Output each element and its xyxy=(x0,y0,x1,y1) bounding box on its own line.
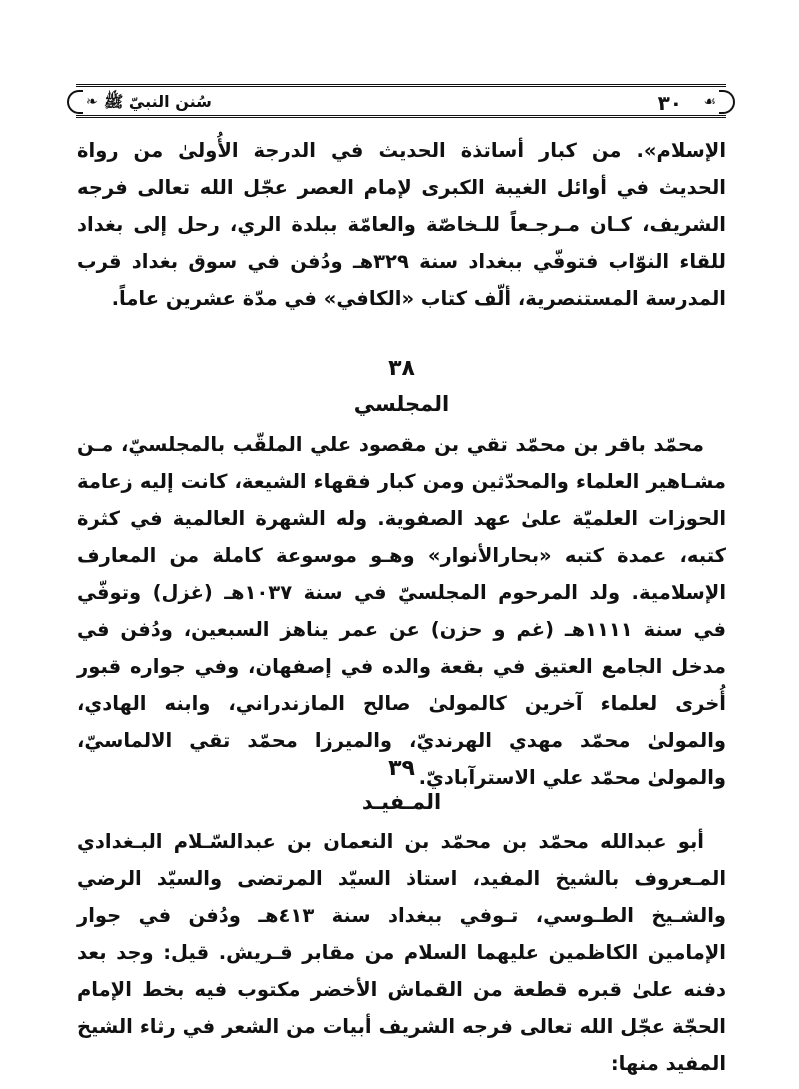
running-header xyxy=(76,84,726,118)
entry-name: المجلسي xyxy=(353,392,450,416)
header-left-cap xyxy=(67,90,83,114)
header-ornament-icon: ☙ xyxy=(703,94,716,110)
entry-number: ٣٨ xyxy=(388,356,415,381)
header-right-cap xyxy=(719,90,735,114)
entry-paragraph: أبو عبدالله محمّد بن محمّد بن النعمان بن عبدالسّـلام البـغدادي المـعروف بالشيخ المفيد، استاذ السيّد المرتضى والسيّد الرضي والشـيخ الطـوسي، تـوفي ببغداد سنة ٤١٣هـ ودُفن في جوار الإمامين الكاظمين عليهما السلام من مقابر قـريش. قيل: وجد بعد دفنه علىٰ قبره قطعة من القماش الأخضر مكتوب فيه بخط الإمام الحجّة عجّل الله تعالى فرجه الشريف أبيات من الشعر في رثاء الشيخ المفيد منها: xyxy=(77,830,726,1075)
intro-paragraph: الإسلام». من كبار أساتذة الحديث في الدرجة الأُولىٰ من رواة الحديث في أوائل الغيبة الكبرى لإمام العصر عجّل الله تعالى فرجه الشريف، كـان مـرجـعاً للـخاصّة والعامّة ببلدة الري، رحل إلى بغداد للقاء النوّاب فتوفّي ببغداد سنة ٣٢٩هـ ودُفن في سوق بغداد قرب المدرسة المستنصرية، ألّف كتاب «الكافي» في مدّة عشرين عاماً. xyxy=(77,139,726,310)
header-ornament-icon: ❧ xyxy=(86,94,98,110)
page-number: ٣٠ xyxy=(657,91,682,115)
running-title: سُنن النبيّ ﷺ xyxy=(104,92,212,111)
entry-name: المـفيـد xyxy=(361,790,442,814)
entry-paragraph: محمّد باقر بن محمّد تقي بن مقصود علي الملقّب بالمجلسيّ، مـن مشـاهير العلماء والمحدّثين ومن كبار فقهاء الشيعة، كانت إليه زعامة الحوزات العلميّة علىٰ عهد الصفوية. وله الشهرة العالمية في كثرة كتبه، عمدة كتبه «بحارالأنوار» وهـو موسوعة كاملة من المعارف الإسلامية. ولد المرحوم المجلسيّ في سنة ١٠٣٧هـ (غزل) وتوفّي في سنة ١١١١هـ (غم و حزن) عن عمر يناهز السبعين، ودُفن في مدخل الجامع العتيق في بقعة والده في إصفهان، وفي جواره قبور أُخرى لعلماء آخرين كالمولىٰ صالح المازندراني، وابنه الهادي، والمولىٰ محمّد مهدي الهرنديّ، والميرزا محمّد تقي الالماسيّ، والمولىٰ محمّد علي الاسترآباديّ. xyxy=(77,433,727,789)
entry-number: ٣٩ xyxy=(388,756,415,781)
